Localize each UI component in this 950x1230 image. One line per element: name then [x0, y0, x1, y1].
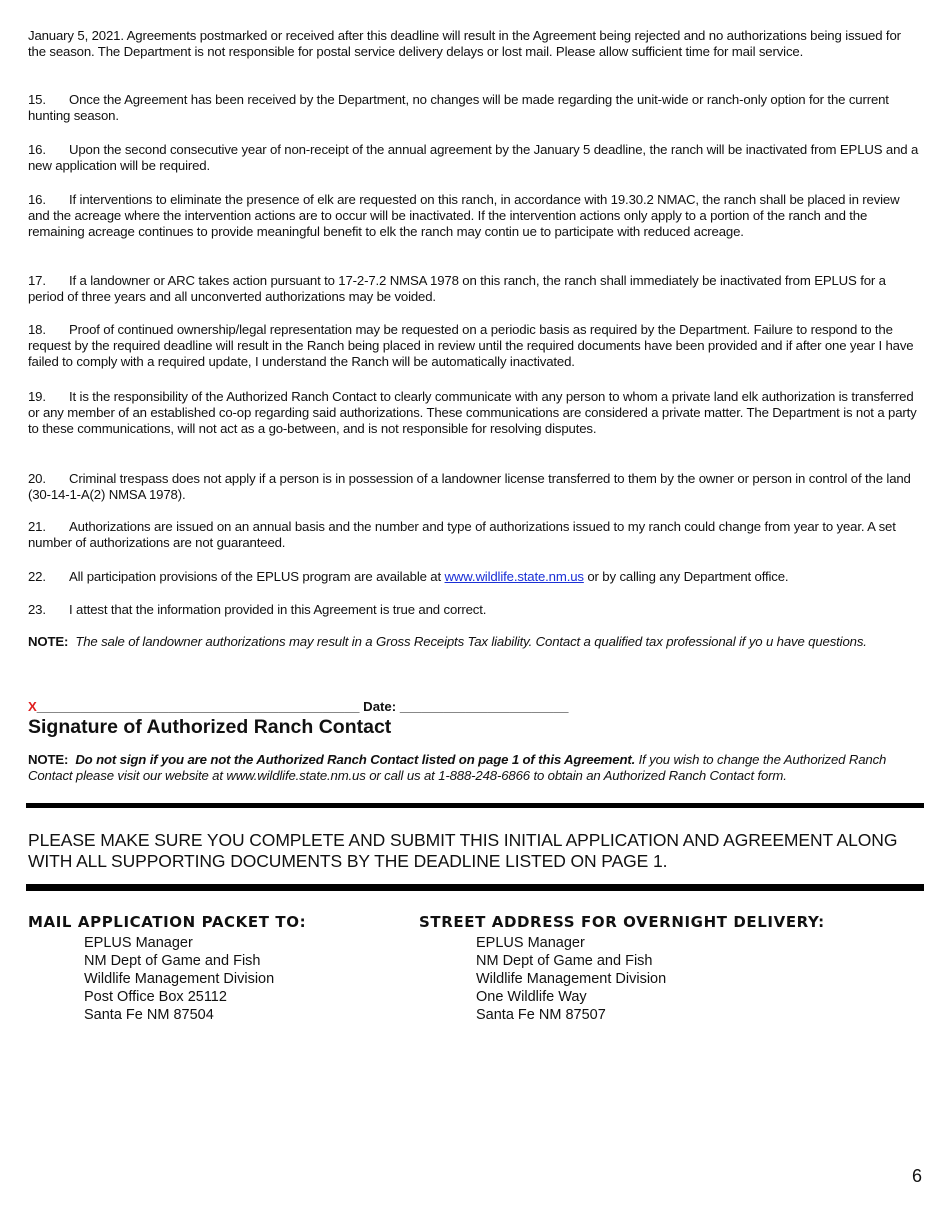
note-text: If you wish to change the Authorized Ranch Contact please visit our website at www.wildlife.state.nm.us or call us at 1-888-248-6866 to obtain an Authorized Ranch Contact form.	[28, 752, 887, 783]
item-text-after: or by calling any Department office.	[583, 569, 789, 584]
item-text: If a landowner or ARC takes action pursuant to 17-2-7.2 NMSA 1978 on this ranch, the ranch shall immediately be inactivated from EPLUS for a period of three years and all unconverted authorizations may be voided.	[28, 273, 886, 304]
item-number: 21.	[28, 519, 46, 534]
item-text: Once the Agreement has been received by the Department, no changes will be made regarding the unit-wide or ranch-only option for the current hunting season.	[28, 92, 889, 123]
note-label: NOTE:	[28, 752, 69, 767]
item-number: 16.	[28, 192, 46, 207]
item-text: It is the responsibility of the Authorized Ranch Contact to clearly communicate with any person to whom a private land elk authorization is transferred or any member of an established co-op regarding said authorizations. These communications are considered a private matter. The Department is not a party to these communications, will not act as a go-between, and is not responsible for resolving disputes.	[28, 389, 917, 436]
address-line: EPLUS Manager	[84, 935, 193, 951]
address-line: NM Dept of Game and Fish	[476, 953, 653, 969]
item-number: 22.	[28, 569, 46, 584]
mail-address	[84, 934, 274, 1024]
item-number: 20.	[28, 471, 46, 486]
address-line: One Wildlife Way	[476, 989, 587, 1005]
note-text: The sale of landowner authorizations may result in a Gross Receipts Tax liability. Contact a qualified tax professional if yo u have questions.	[75, 634, 867, 649]
item-21	[28, 519, 920, 551]
item-16b	[28, 192, 920, 240]
item-number: 18.	[28, 322, 46, 337]
address-line: EPLUS Manager	[476, 935, 585, 951]
divider-bottom	[26, 884, 924, 891]
deadline-notice: PLEASE MAKE SURE YOU COMPLETE AND SUBMIT THIS INITIAL APPLICATION AND AGREEMENT ALONG WITH ALL SUPPORTING DOCUMENTS BY THE DEADLINE LISTED ON PAGE 1.	[28, 830, 898, 871]
item-text: Authorizations are issued on an annual basis and the number and type of authorizations issued to my ranch could change from year to year. A set number of authorizations are not guaranteed.	[28, 519, 896, 550]
address-line: Post Office Box 25112	[84, 989, 227, 1005]
item-text: If interventions to eliminate the presence of elk are requested on this ranch, in accordance with 19.30.2 NMAC, the ranch shall be placed in review and the acreage where the intervention actions are to occur will be inactivated. If the intervention actions only apply to a portion of the ranch and the remaining acreage continues to provide meaningful benefit to elk the ranch may contin ue to participate with reduced acreage.	[28, 192, 900, 239]
signature-date-line	[28, 699, 569, 714]
item-20	[28, 471, 920, 503]
item-number: 19.	[28, 389, 46, 404]
item-16a	[28, 142, 920, 174]
signature-field[interactable]: ____________________________________________	[36, 699, 360, 714]
note-label: NOTE:	[28, 634, 69, 649]
intro-paragraph: January 5, 2021. Agreements postmarked or received after this deadline will result in the Agreement being rejected and no authorizations being issued for the season. The Department is not responsible for postal service delivery delays or lost mail. Please allow sufficient time for mail service.	[28, 28, 901, 59]
address-line: NM Dept of Game and Fish	[84, 953, 261, 969]
item-text: I attest that the information provided in this Agreement is true and correct.	[69, 602, 487, 617]
address-line: Wildlife Management Division	[476, 971, 667, 987]
street-heading: STREET ADDRESS FOR OVERNIGHT DELIVERY:	[419, 913, 825, 931]
page-number: 6	[911, 1166, 922, 1186]
signature-title: Signature of Authorized Ranch Contact	[28, 716, 392, 738]
signature-x-mark: X	[28, 699, 37, 714]
wildlife-website-link[interactable]: www.wildlife.state.nm.us	[444, 569, 584, 584]
signing-note	[28, 752, 920, 784]
item-18	[28, 322, 920, 370]
item-text: Upon the second consecutive year of non-receipt of the annual agreement by the January 5 deadline, the ranch will be inactivated from EPLUS and a new application will be required.	[28, 142, 919, 173]
item-number: 16.	[28, 142, 46, 157]
address-line: Wildlife Management Division	[84, 971, 275, 987]
tax-note	[28, 634, 920, 650]
item-15	[28, 92, 920, 124]
address-line: Santa Fe NM 87507	[476, 1007, 606, 1023]
item-22	[28, 569, 920, 585]
item-text: Proof of continued ownership/legal representation may be requested on a periodic basis as required by the Department. Failure to respond to the request by the required deadline will result in the Ranch being placed in review until the required documents have been provided and if after one year I have failed to comply with a required update, I understand the Ranch will be automatically inactivated.	[28, 322, 914, 369]
item-number: 15.	[28, 92, 46, 107]
note-bold-text: Do not sign if you are not the Authorized Ranch Contact listed on page 1 of this Agreement.	[75, 752, 636, 767]
mail-heading: MAIL APPLICATION PACKET TO:	[28, 913, 307, 931]
item-number: 23.	[28, 602, 46, 617]
item-text-before: All participation provisions of the EPLUS program are available at	[69, 569, 445, 584]
item-17	[28, 273, 920, 305]
date-field[interactable]: _______________________	[396, 699, 569, 714]
street-address	[476, 934, 666, 1024]
item-23	[28, 602, 920, 618]
item-number: 17.	[28, 273, 46, 288]
divider-top	[26, 803, 924, 808]
address-line: Santa Fe NM 87504	[84, 1007, 214, 1023]
date-label: Date:	[359, 699, 397, 714]
item-19	[28, 389, 920, 437]
item-text: Criminal trespass does not apply if a person is in possession of a landowner license transferred to them by the owner or person in control of the land (30-14-1-A(2) NMSA 1978).	[28, 471, 911, 502]
